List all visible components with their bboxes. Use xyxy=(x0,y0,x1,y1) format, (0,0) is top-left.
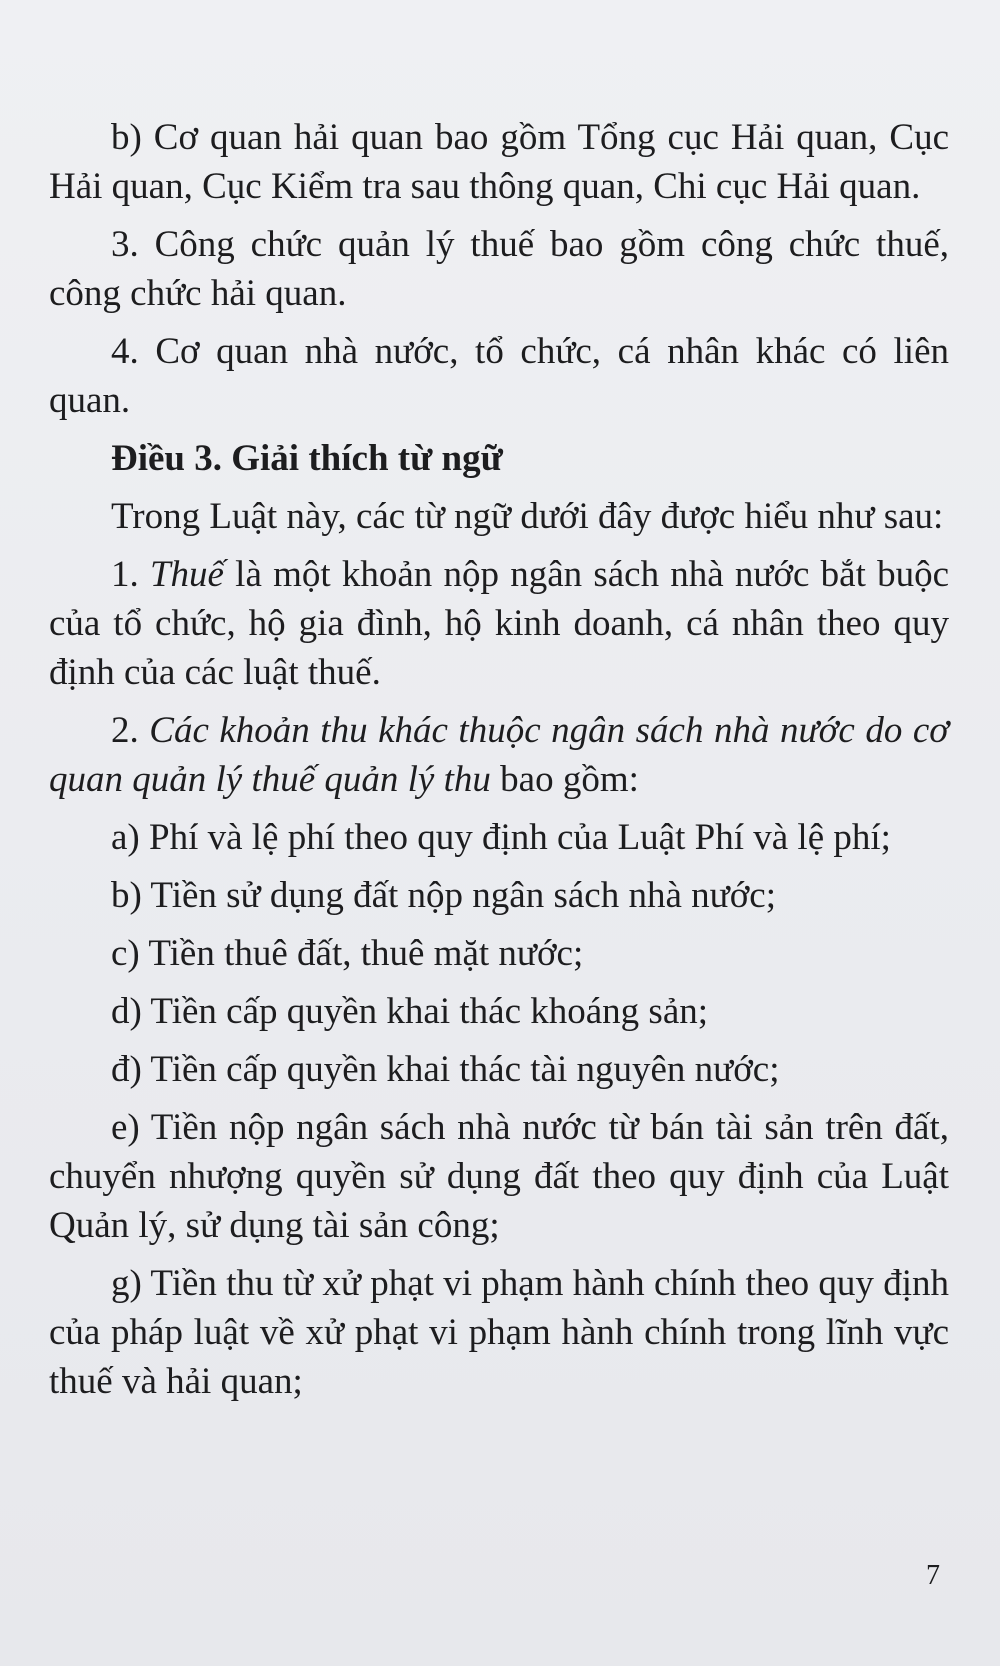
defined-term-other-revenues: Các khoản thu khác thuộc ngân sách nhà nước do cơ quan quản lý thuế quản lý thu xyxy=(49,710,949,800)
list-item-water-rights: đ) Tiền cấp quyền khai thác tài nguyên nước; xyxy=(111,1049,780,1090)
list-item-penalties: g) Tiền thu từ xử phạt vi phạm hành chính theo quy định của pháp luật về xử phạt vi phạm hành chính trong lĩnh vực thuế và hải quan; xyxy=(49,1263,949,1402)
definition-number: 1. xyxy=(111,554,150,595)
paragraph-tax-officials: 3. Công chức quản lý thuế bao gồm công chức thuế, công chức hải quan. xyxy=(49,224,949,314)
list-item-asset-sales: e) Tiền nộp ngân sách nhà nước từ bán tài sản trên đất, chuyển nhượng quyền sử dụng đất theo quy định của Luật Quản lý, sử dụng tài sản công; xyxy=(49,1107,949,1246)
page-body-text xyxy=(49,113,949,1415)
list-item-mineral-rights: d) Tiền cấp quyền khai thác khoáng sản; xyxy=(111,991,709,1032)
definition-text: bao gồm: xyxy=(490,759,639,800)
paragraph-definitions-intro: Trong Luật này, các từ ngữ dưới đây được hiểu như sau: xyxy=(111,496,944,537)
list-item-land-use: b) Tiền sử dụng đất nộp ngân sách nhà nước; xyxy=(111,875,776,916)
paragraph-other-agencies: 4. Cơ quan nhà nước, tổ chức, cá nhân khác có liên quan. xyxy=(49,331,949,421)
paragraph-customs-agency: b) Cơ quan hải quan bao gồm Tổng cục Hải quan, Cục Hải quan, Cục Kiểm tra sau thông quan, Chi cục Hải quan. xyxy=(49,117,949,207)
list-item-fees: a) Phí và lệ phí theo quy định của Luật Phí và lệ phí; xyxy=(111,817,891,858)
article-heading: Điều 3. Giải thích từ ngữ xyxy=(111,438,503,479)
defined-term-tax: Thuế xyxy=(149,554,224,595)
page-number: 7 xyxy=(926,1560,940,1591)
paragraph-definition-other-revenues xyxy=(49,706,949,804)
definition-number: 2. xyxy=(111,710,150,751)
list-item-land-rent: c) Tiền thuê đất, thuê mặt nước; xyxy=(111,933,584,974)
paragraph-definition-tax xyxy=(49,550,949,697)
definition-text: là một khoản nộp ngân sách nhà nước bắt buộc của tổ chức, hộ gia đình, hộ kinh doanh, cá nhân theo quy định của các luật thuế. xyxy=(49,554,949,693)
